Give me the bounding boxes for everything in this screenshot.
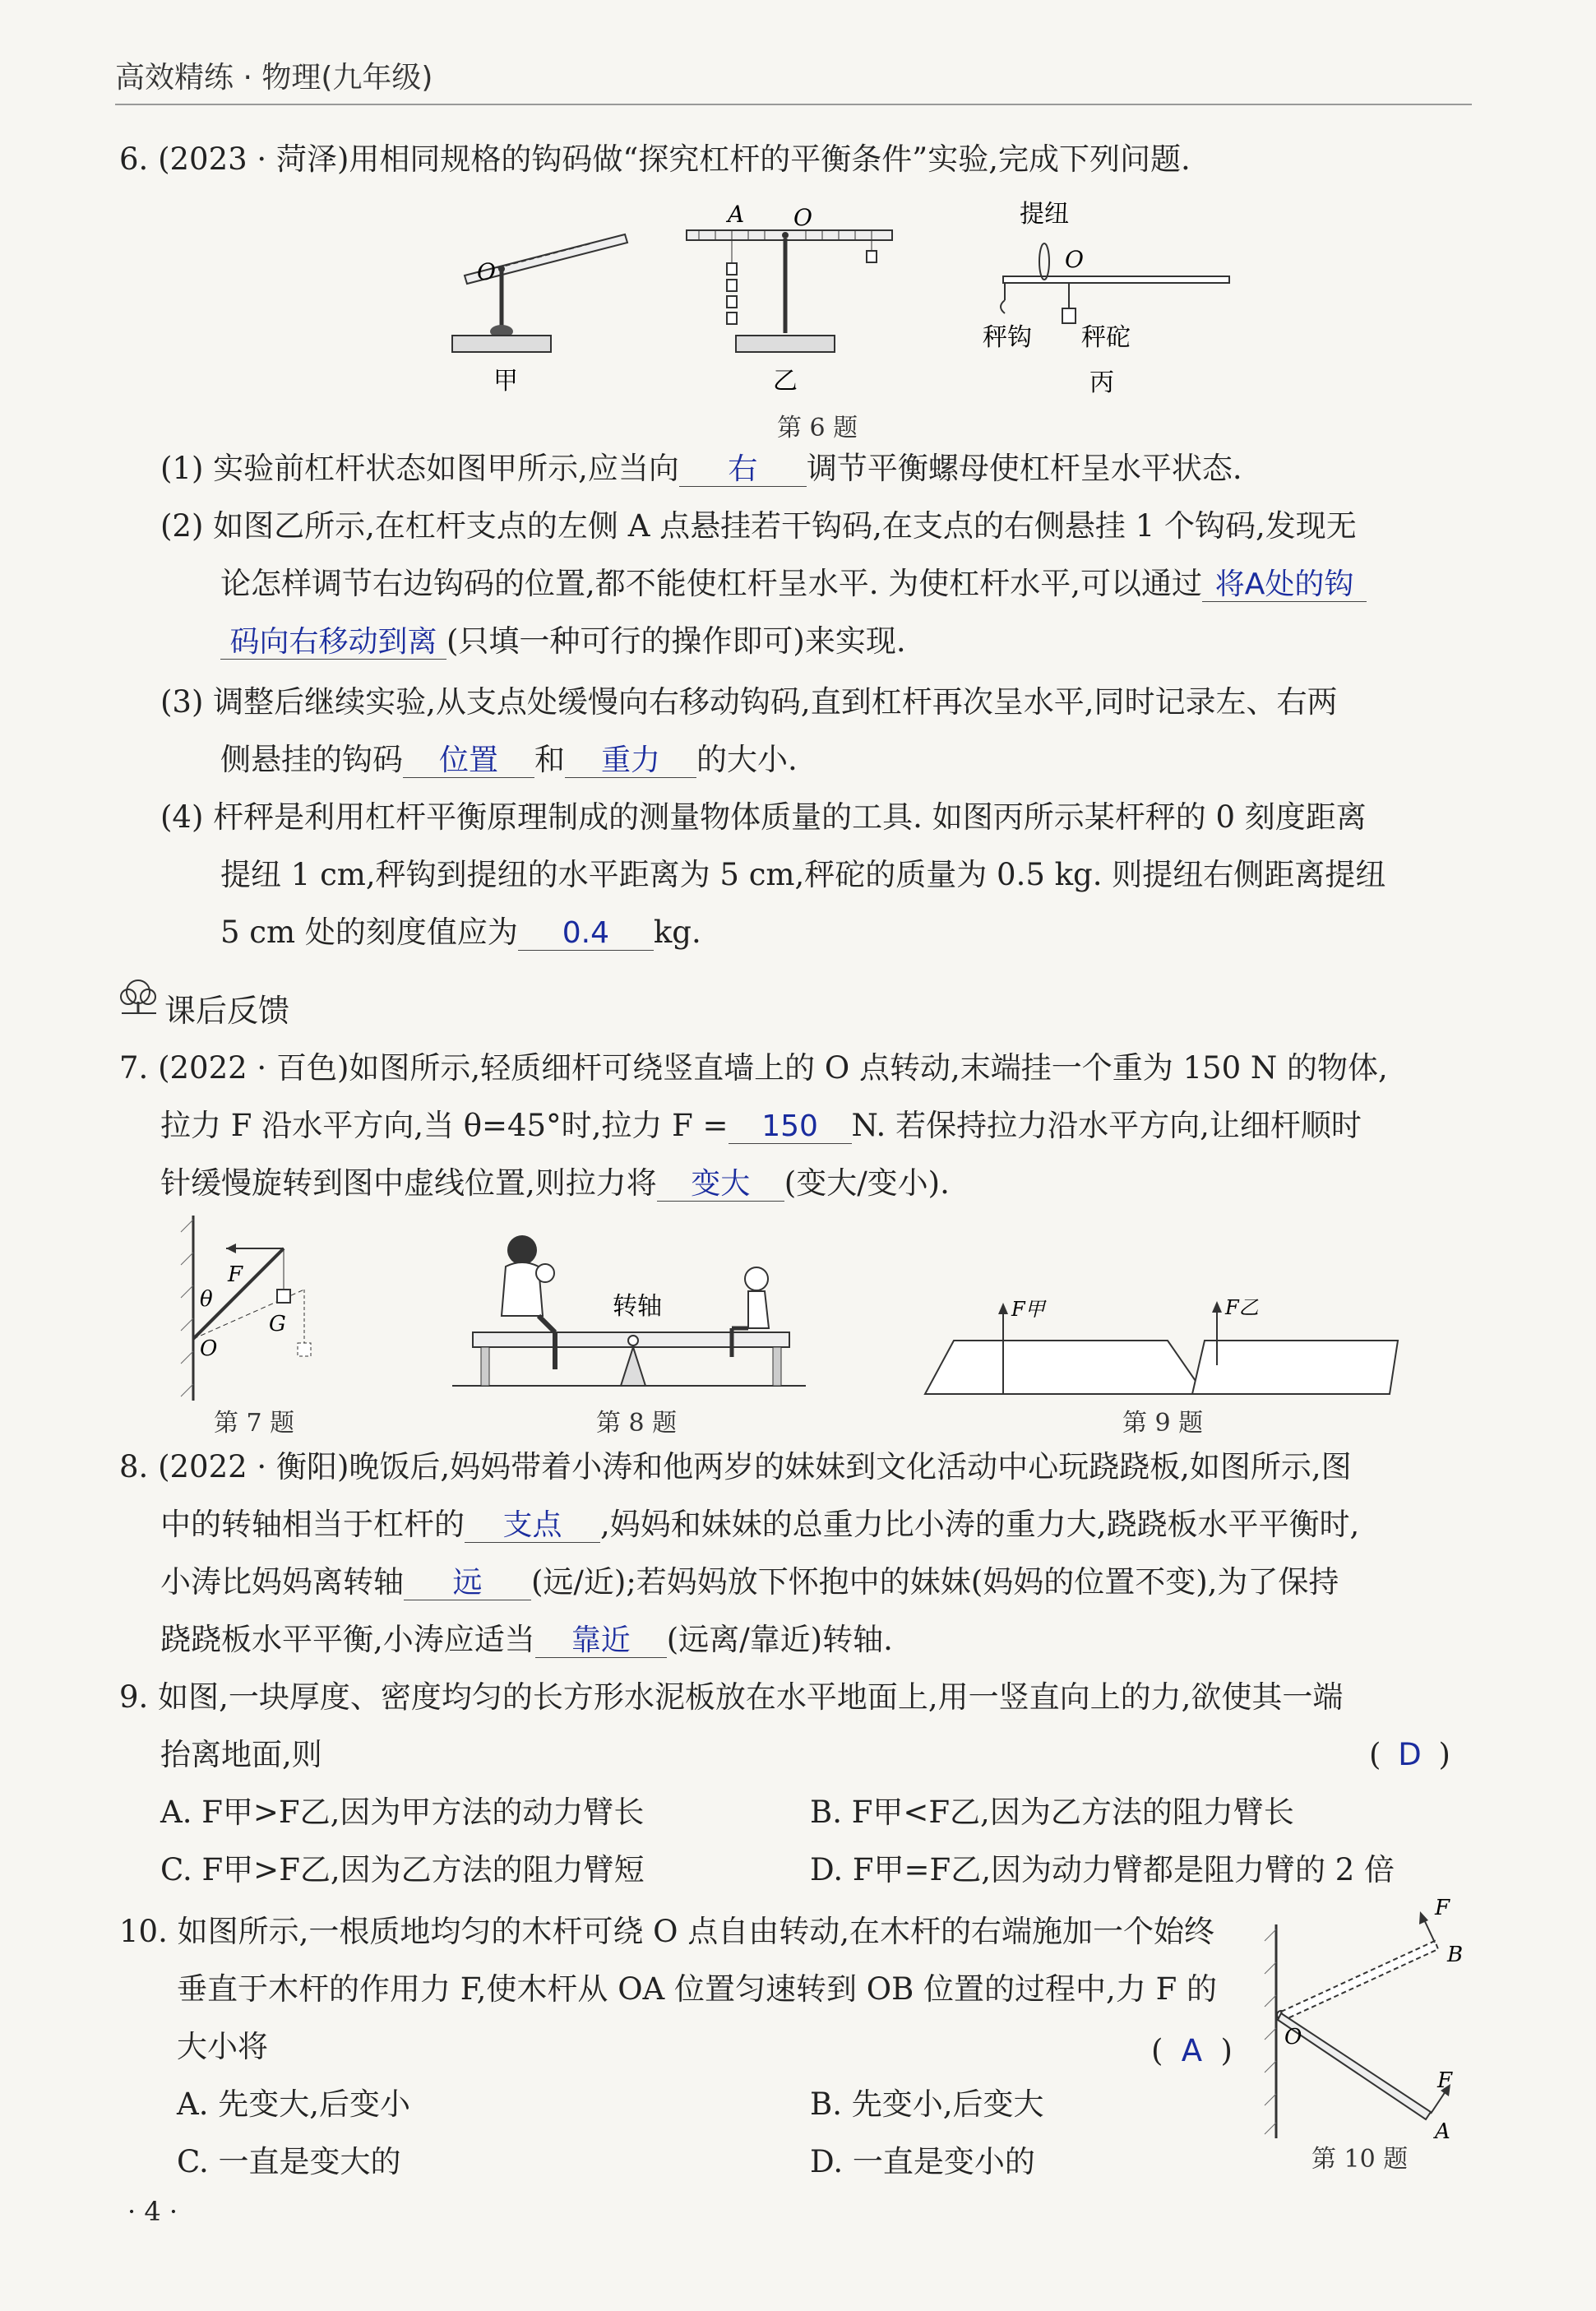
fig10-caption: 第 10 题 (1311, 2145, 1409, 2174)
figure-8 (448, 1225, 810, 1398)
q6-part2-answer-a: 将A处的钩 (1202, 568, 1367, 602)
fig7-label-g: G (269, 1312, 286, 1336)
header-title: 高效精练 · 物理(九年级) (115, 61, 433, 95)
steelyard-chengtuo-label: 秤砣 (1081, 323, 1131, 352)
q10-option-d: D. 一直是变小的 (810, 2144, 1035, 2179)
q6-part2-answer-b: 码向右移动到离 (220, 626, 446, 660)
q6-part1-answer: 右 (679, 453, 807, 487)
fig9-caption: 第 9 题 (1122, 1409, 1204, 1438)
q7-answer1: 150 (729, 1110, 852, 1144)
q6-part4-answer: 0.4 (518, 917, 654, 951)
q6-part2-line2: 论怎样调节右边钩码的位置,都不能使杠杆呈水平. 为使杠杆水平,可以通过 将A处的钩 (220, 564, 1367, 604)
q9-option-b: B. F甲<F乙,因为乙方法的阻力臂长 (810, 1795, 1294, 1830)
lever-jia-diagram (452, 234, 627, 352)
q10-answer: A (1181, 2033, 1203, 2068)
header-rule (115, 104, 1472, 105)
figure-10 (1258, 1892, 1480, 2163)
q6-part1: (1) 实验前杠杆状态如图甲所示,应当向 右 调节平衡螺母使杠杆呈水平状态. (160, 451, 1242, 486)
q6-stem: 6. (2023 · 菏泽)用相同规格的钩码做“探究杠杆的平衡条件”实验,完成下列问题. (119, 141, 1191, 177)
steelyard-chenggou-label: 秤钩 (983, 323, 1032, 352)
steelyard-pivot-label: O (1065, 246, 1084, 273)
q9-option-c: C. F甲>F乙,因为乙方法的阻力臂短 (160, 1852, 645, 1887)
fig6-label-bing: 丙 (1089, 368, 1114, 397)
fig10-label-a: A (1435, 2119, 1450, 2144)
q6-part2-line3: 码向右移动到离 (只填一种可行的操作即可)来实现. (220, 622, 906, 661)
q8-line3: 小涛比妈妈离转轴 远 (远/近);若妈妈放下怀抱中的妹妹(妈妈的位置不变),为了保持 (160, 1564, 1339, 1600)
q10-answer-bracket: ( A ) (1151, 2033, 1233, 2068)
page-number: · 4 · (127, 2196, 178, 2227)
q10-option-a: A. 先变大,后变小 (177, 2086, 411, 2122)
q9-option-a: A. F甲>F乙,因为甲方法的动力臂长 (160, 1795, 645, 1830)
fig7-label-theta: θ (200, 1287, 213, 1312)
lever-yi-label-o: O (793, 204, 812, 231)
q9-line2: 抬离地面,则 (160, 1737, 322, 1772)
fig6-label-jia: 甲 (493, 367, 518, 396)
q6-part3-answer-a: 位置 (403, 744, 534, 778)
q6-part3-line2: 侧悬挂的钩码 位置 和 重力 的大小. (220, 742, 798, 777)
q9-answer-bracket: ( D ) (1369, 1737, 1450, 1772)
q10-line1: 10. 如图所示,一根质地均匀的木杆可绕 O 点自由转动,在木杆的右端施加一个始终 (119, 1914, 1214, 1949)
tree-icon (115, 977, 164, 1018)
q10-line3: 大小将 (177, 2029, 268, 2064)
q6-part2-line1: (2) 如图乙所示,在杠杆支点的左侧 A 点悬挂若干钩码,在支点的右侧悬挂 1 个钩码,发现无 (160, 508, 1357, 544)
q8-answer2: 远 (404, 1567, 531, 1600)
fig10-label-o: O (1284, 2025, 1302, 2049)
q7-line3: 针缓慢旋转到图中虚线位置,则拉力将 变大 (变大/变小). (160, 1165, 950, 1201)
figure-7 (177, 1216, 333, 1405)
mother-figure (502, 1235, 555, 1369)
fig8-label-axis: 转轴 (613, 1292, 662, 1321)
fig6-caption: 第 6 题 (777, 414, 858, 442)
q8-answer1: 支点 (465, 1509, 600, 1543)
q6-part4-line1: (4) 杆秤是利用杠杆平衡原理制成的测量物体质量的工具. 如图丙所示某杆秤的 0 刻度距离 (160, 799, 1367, 835)
fig7-label-f: F (228, 1262, 243, 1287)
fig7-caption: 第 7 题 (214, 1409, 295, 1438)
q8-answer3: 靠近 (535, 1624, 667, 1658)
q8-line4: 跷跷板水平平衡,小涛应适当 靠近 (远离/靠近)转轴. (160, 1622, 893, 1657)
fig10-label-f-top: F (1435, 1896, 1450, 1920)
q10-line2: 垂直于木杆的作用力 F,使木杆从 OA 位置匀速转到 OB 位置的过程中,力 F 的 (177, 1971, 1218, 2007)
fig7-label-o: O (200, 1336, 218, 1361)
steelyard-bing-diagram (983, 200, 1229, 352)
q8-line2: 中的转轴相当于杠杆的 支点 ,妈妈和妹妹的总重力比小涛的重力大,跷跷板水平平衡时, (160, 1507, 1360, 1542)
q6-part4-line3: 5 cm 处的刻度值应为 0.4 kg. (220, 915, 701, 950)
fig10-label-b: B (1447, 1943, 1464, 1967)
q6-part3-line1: (3) 调整后继续实验,从支点处缓慢向右移动钩码,直到杠杆再次呈水平,同时记录左、右两 (160, 684, 1338, 720)
q7-line2: 拉力 F 沿水平方向,当 θ=45°时,拉力 F = 150 N. 若保持拉力沿水平方向,让细杆顺时 (160, 1108, 1362, 1143)
q7-answer2: 变大 (657, 1168, 784, 1202)
q8-line1: 8. (2022 · 衡阳)晚饭后,妈妈带着小涛和他两岁的妹妹到文化活动中心玩跷跷板,如图所示,图 (119, 1449, 1352, 1484)
q9-answer: D (1398, 1737, 1422, 1772)
lever-jia-pivot-label: O (477, 258, 496, 285)
q7-line1: 7. (2022 · 百色)如图所示,轻质细杆可绕竖直墙上的 O 点转动,末端挂一个重为 150 N 的物体, (119, 1050, 1388, 1086)
section-title: 课后反馈 (164, 993, 290, 1029)
q6-part3-answer-b: 重力 (565, 744, 696, 778)
fig9-label-f2: F乙 (1225, 1296, 1259, 1319)
fig6-label-yi: 乙 (773, 367, 798, 396)
q10-option-b: B. 先变小,后变大 (810, 2086, 1044, 2122)
figure-9 (921, 1291, 1414, 1402)
q6-part4-line2: 提纽 1 cm,秤钩到提纽的水平距离为 5 cm,秤砣的质量为 0.5 kg. 则提纽右侧距离提纽 (220, 857, 1386, 892)
lever-yi-label-a: A (728, 201, 745, 228)
q10-option-c: C. 一直是变大的 (177, 2144, 401, 2179)
q9-line1: 9. 如图,一块厚度、密度均匀的长方形水泥板放在水平地面上,用一竖直向上的力,欲使其一端 (119, 1679, 1344, 1715)
fig10-label-f-bottom: F (1437, 2068, 1453, 2093)
fig9-label-f1: F甲 (1011, 1298, 1045, 1321)
fig8-caption: 第 8 题 (596, 1409, 678, 1438)
q9-option-d: D. F甲=F乙,因为动力臂都是阻力臂的 2 倍 (810, 1852, 1395, 1887)
steelyard-tizhu-label: 提纽 (1020, 200, 1069, 229)
lever-yi-diagram (687, 201, 892, 352)
